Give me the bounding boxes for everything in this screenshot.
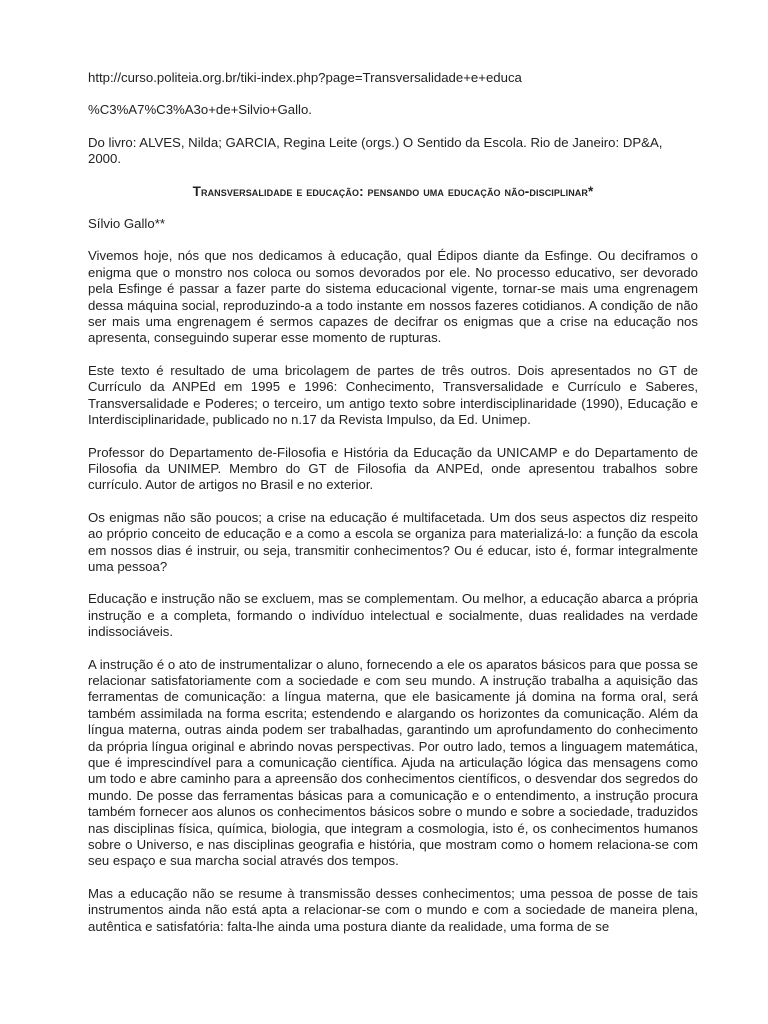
article-title: Transversalidade e educação: pensando uma educação não-disciplinar*: [192, 183, 594, 199]
author-name: Sílvio Gallo**: [88, 216, 165, 232]
paragraph-enigmas: Os enigmas não são poucos; a crise na educação é multifacetada. Um dos seus aspectos diz respeito ao próprio conceito de educação e a como a escola se organiza para materializá-lo: a função da escola em nossos dias é instruir, ou seja, transmitir conhecimentos? Ou é educar, isto é, formar integralmente uma pessoa?: [88, 509, 698, 574]
paragraph-beyond-transmission: Mas a educação não se resume à transmissão desses conhecimentos; uma pessoa de posse de tais instrumentos ainda não está apta a relacionar-se com o mundo e com a sociedade de maneira plena, autêntica e satisfatória: falta-lhe ainda uma postura diante da realidade, uma forma de se: [88, 885, 698, 934]
document-body: [88, 70, 698, 951]
paragraph-instruction: A instrução é o ato de instrumentalizar o aluno, fornecendo a ele os aparatos básicos para que possa se relacionar satisfatoriamente com a sociedade e com seu mundo. A instrução trabalha a aquisição das ferramentas de comunicação: a língua materna, que ele basicamente já domina na forma oral, será também assimilada na forma escrita; estendendo e alargando os horizontes da comunicação. Além da língua materna, outras ainda podem ser trabalhadas, garantindo um aprofundamento do conhecimento da própria língua original e abrindo novas perspectivas. Por outro lado, temos a linguagem matemática, que é imprescindível para a comunicação científica. Ajuda na articulação lógica das mensagens como um todo e abre caminho para a apreensão dos conhecimentos científicos, o desvendar dos segredos do mundo. De posse das ferramentas básicas para a comunicação e o entendimento, a instrução procura também fornecer aos alunos os conhecimentos básicos sobre o mundo e sobre a sociedade, traduzidos nas disciplinas física, química, biologia, que integram a cosmologia, isto é, os conhecimentos humanos sobre o Universo, e nas disciplinas geografia e história, que mostram como o homem relaciona-se com seu espaço e sua marcha social através dos tempos.: [88, 656, 698, 869]
paragraph-footnote-author: Professor do Departamento de-Filosofia e História da Educação da UNICAMP e do Departamento de Filosofia da UNIMEP. Membro do GT de Filosofia da ANPEd, onde apresentou trabalhos sobre currículo. Autor de artigos no Brasil e no exterior.: [88, 444, 698, 493]
paragraph-footnote-source: Este texto é resultado de uma bricolagem de partes de três outros. Dois apresentados no GT de Currículo da ANPEd em 1995 e 1996: Conhecimento, Transversalidade e Currículo e Saberes, Transversalidade e Poderes; o terceiro, um antigo texto sobre interdisciplinaridade (1990), Educação e Interdisciplinaridade, publicado no n.17 da Revista Impulso, da Ed. Unimep.: [88, 362, 698, 428]
source-url-line-2: %C3%A7%C3%A3o+de+Silvio+Gallo.: [88, 102, 312, 118]
source-url-line-1: http://curso.politeia.org.br/tiki-index.php?page=Transversalidade+e+educa: [88, 70, 522, 85]
paragraph-intro: Vivemos hoje, nós que nos dedicamos à educação, qual Édipos diante da Esfinge. Ou deciframos o enigma que o monstro nos coloca ou somos devorados por ele. No processo educativo, ser devorado pela Esfinge é passar a fazer parte do sistema educacional vigente, tornar-se mais uma engrenagem dessa máquina social, reproduzindo-a a todo instante em nossos fazeres cotidianos. A condição de não ser mais uma engrenagem é sermos capazes de decifrar os enigmas que a crise na educação nos apresenta, conseguindo superar esse momento de rupturas.: [88, 248, 698, 346]
paragraph-education-instruction: Educação e instrução não se excluem, mas se complementam. Ou melhor, a educação abarca a própria instrução e a completa, formando o indivíduo intelectual e socialmente, duas realidades na verdade indissociáveis.: [88, 591, 698, 640]
book-reference: Do livro: ALVES, Nilda; GARCIA, Regina Leite (orgs.) O Sentido da Escola. Rio de Janeiro: DP&A, 2000.: [88, 134, 663, 167]
